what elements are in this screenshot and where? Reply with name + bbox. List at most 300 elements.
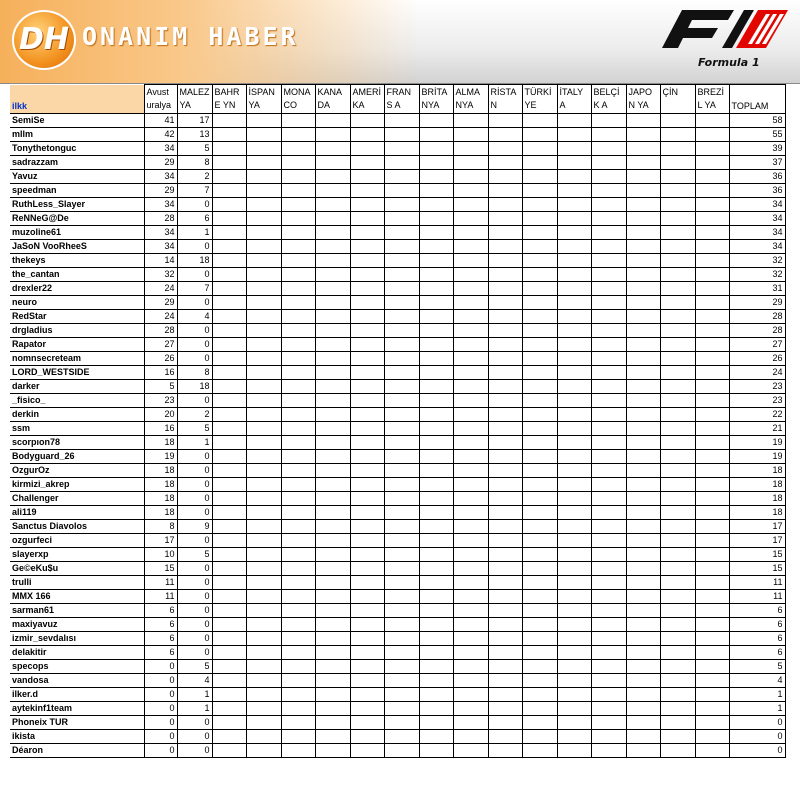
empty-score-cell [281, 352, 315, 366]
empty-score-cell [695, 310, 729, 324]
logo-text: ONANIM HABER [82, 22, 299, 51]
empty-score-cell [522, 688, 557, 702]
empty-score-cell [453, 170, 488, 184]
malezya-score: 0 [177, 394, 212, 408]
empty-score-cell [350, 226, 384, 240]
empty-score-cell [695, 688, 729, 702]
empty-score-cell [246, 310, 281, 324]
player-name: mllm [10, 128, 144, 142]
player-name: kirmizi_akrep [10, 478, 144, 492]
avustralya-score: 34 [144, 226, 177, 240]
empty-score-cell [315, 198, 350, 212]
empty-score-cell [591, 128, 626, 142]
empty-score-cell [315, 506, 350, 520]
malezya-score: 0 [177, 632, 212, 646]
avustralya-score: 11 [144, 576, 177, 590]
empty-score-cell [315, 114, 350, 128]
empty-score-cell [453, 534, 488, 548]
empty-score-cell [350, 730, 384, 744]
empty-score-cell [557, 324, 591, 338]
empty-score-cell [350, 674, 384, 688]
empty-score-cell [212, 380, 246, 394]
empty-score-cell [522, 618, 557, 632]
empty-score-cell [350, 450, 384, 464]
empty-score-cell [660, 660, 695, 674]
empty-score-cell [591, 268, 626, 282]
empty-score-cell [626, 310, 660, 324]
empty-score-cell [350, 716, 384, 730]
malezya-score: 0 [177, 618, 212, 632]
total-score: 19 [729, 450, 785, 464]
empty-score-cell [660, 394, 695, 408]
empty-score-cell [626, 226, 660, 240]
empty-score-cell [419, 352, 453, 366]
player-name: Yavuz [10, 170, 144, 184]
empty-score-cell [281, 366, 315, 380]
empty-score-cell [488, 688, 522, 702]
empty-score-cell [660, 268, 695, 282]
player-name: JaSoN VooRheeS [10, 240, 144, 254]
player-name: vandosa [10, 674, 144, 688]
table-row [10, 534, 785, 548]
empty-score-cell [281, 534, 315, 548]
empty-score-cell [660, 576, 695, 590]
empty-score-cell [453, 590, 488, 604]
empty-score-cell [522, 632, 557, 646]
empty-score-cell [419, 338, 453, 352]
empty-score-cell [246, 618, 281, 632]
empty-score-cell [453, 352, 488, 366]
empty-score-cell [557, 548, 591, 562]
empty-score-cell [557, 660, 591, 674]
empty-score-cell [212, 478, 246, 492]
empty-score-cell [660, 534, 695, 548]
total-score: 18 [729, 506, 785, 520]
table-row [10, 380, 785, 394]
malezya-score: 0 [177, 450, 212, 464]
total-score: 58 [729, 114, 785, 128]
empty-score-cell [212, 324, 246, 338]
empty-score-cell [695, 478, 729, 492]
empty-score-cell [591, 240, 626, 254]
empty-score-cell [315, 240, 350, 254]
empty-score-cell [246, 478, 281, 492]
empty-score-cell [626, 338, 660, 352]
table-row [10, 646, 785, 660]
empty-score-cell [419, 534, 453, 548]
f1-caption: Formula 1 [698, 56, 760, 69]
total-score: 0 [729, 730, 785, 744]
empty-score-cell [626, 142, 660, 156]
empty-score-cell [557, 184, 591, 198]
empty-score-cell [453, 156, 488, 170]
empty-score-cell [246, 520, 281, 534]
empty-score-cell [626, 548, 660, 562]
empty-score-cell [212, 198, 246, 212]
empty-score-cell [315, 282, 350, 296]
empty-score-cell [522, 226, 557, 240]
empty-score-cell [695, 632, 729, 646]
total-score: 0 [729, 744, 785, 758]
empty-score-cell [695, 674, 729, 688]
malezya-score: 1 [177, 436, 212, 450]
empty-score-cell [246, 254, 281, 268]
avustralya-score: 28 [144, 324, 177, 338]
empty-score-cell [384, 464, 419, 478]
empty-score-cell [626, 534, 660, 548]
empty-score-cell [488, 674, 522, 688]
empty-score-cell [488, 226, 522, 240]
empty-score-cell [453, 716, 488, 730]
empty-score-cell [591, 198, 626, 212]
empty-score-cell [315, 142, 350, 156]
empty-score-cell [695, 212, 729, 226]
race-column-header: AMERİ KA [350, 85, 384, 114]
empty-score-cell [315, 646, 350, 660]
malezya-score: 0 [177, 576, 212, 590]
empty-score-cell [591, 674, 626, 688]
empty-score-cell [419, 590, 453, 604]
empty-score-cell [660, 590, 695, 604]
empty-score-cell [350, 324, 384, 338]
empty-score-cell [557, 212, 591, 226]
avustralya-score: 18 [144, 506, 177, 520]
player-name: ozgurfeci [10, 534, 144, 548]
empty-score-cell [626, 562, 660, 576]
empty-score-cell [557, 688, 591, 702]
avustralya-score: 34 [144, 142, 177, 156]
empty-score-cell [281, 548, 315, 562]
empty-score-cell [384, 674, 419, 688]
race-column-header: İSPAN YA [246, 85, 281, 114]
table-row [10, 520, 785, 534]
empty-score-cell [557, 198, 591, 212]
empty-score-cell [384, 366, 419, 380]
empty-score-cell [695, 366, 729, 380]
total-score: 17 [729, 534, 785, 548]
table-row [10, 226, 785, 240]
empty-score-cell [419, 198, 453, 212]
empty-score-cell [522, 436, 557, 450]
empty-score-cell [591, 114, 626, 128]
empty-score-cell [350, 240, 384, 254]
empty-score-cell [212, 534, 246, 548]
avustralya-score: 6 [144, 632, 177, 646]
empty-score-cell [591, 366, 626, 380]
avustralya-score: 29 [144, 184, 177, 198]
avustralya-score: 8 [144, 520, 177, 534]
malezya-score: 8 [177, 366, 212, 380]
empty-score-cell [522, 548, 557, 562]
empty-score-cell [626, 590, 660, 604]
empty-score-cell [384, 618, 419, 632]
empty-score-cell [488, 380, 522, 394]
avustralya-score: 17 [144, 534, 177, 548]
avustralya-score: 0 [144, 674, 177, 688]
total-score: 28 [729, 324, 785, 338]
empty-score-cell [660, 310, 695, 324]
empty-score-cell [246, 674, 281, 688]
empty-score-cell [212, 254, 246, 268]
empty-score-cell [419, 702, 453, 716]
empty-score-cell [453, 268, 488, 282]
empty-score-cell [315, 660, 350, 674]
empty-score-cell [660, 380, 695, 394]
empty-score-cell [315, 268, 350, 282]
empty-score-cell [212, 450, 246, 464]
empty-score-cell [522, 492, 557, 506]
empty-score-cell [453, 366, 488, 380]
race-column-header: TÜRKİ YE [522, 85, 557, 114]
empty-score-cell [350, 520, 384, 534]
empty-score-cell [246, 268, 281, 282]
malezya-score: 0 [177, 478, 212, 492]
empty-score-cell [488, 520, 522, 534]
empty-score-cell [660, 744, 695, 758]
player-name: ReNNeG@De [10, 212, 144, 226]
empty-score-cell [626, 198, 660, 212]
malezya-score: 0 [177, 464, 212, 478]
table-row [10, 450, 785, 464]
page-header [0, 0, 800, 84]
empty-score-cell [695, 408, 729, 422]
empty-score-cell [350, 156, 384, 170]
empty-score-cell [695, 562, 729, 576]
malezya-score: 4 [177, 310, 212, 324]
player-name: MMX 166 [10, 590, 144, 604]
player-name: delakitir [10, 646, 144, 660]
malezya-score: 18 [177, 254, 212, 268]
empty-score-cell [384, 114, 419, 128]
empty-score-cell [315, 688, 350, 702]
logo-badge: DH [12, 10, 76, 70]
empty-score-cell [522, 478, 557, 492]
empty-score-cell [522, 674, 557, 688]
empty-score-cell [281, 156, 315, 170]
malezya-score: 7 [177, 282, 212, 296]
empty-score-cell [626, 492, 660, 506]
empty-score-cell [557, 296, 591, 310]
avustralya-score: 18 [144, 436, 177, 450]
empty-score-cell [660, 632, 695, 646]
empty-score-cell [591, 646, 626, 660]
table-row [10, 282, 785, 296]
player-name: ikista [10, 730, 144, 744]
table-row [10, 576, 785, 590]
player-name: Phoneix TUR [10, 716, 144, 730]
empty-score-cell [488, 646, 522, 660]
empty-score-cell [419, 282, 453, 296]
empty-score-cell [660, 730, 695, 744]
table-row [10, 254, 785, 268]
player-name: Challenger [10, 492, 144, 506]
malezya-score: 0 [177, 744, 212, 758]
player-name: ssm [10, 422, 144, 436]
empty-score-cell [281, 338, 315, 352]
table-row [10, 674, 785, 688]
empty-score-cell [488, 338, 522, 352]
total-score: 34 [729, 226, 785, 240]
empty-score-cell [315, 478, 350, 492]
header-row [10, 85, 785, 114]
empty-score-cell [591, 352, 626, 366]
empty-score-cell [384, 604, 419, 618]
standings-table [10, 84, 786, 758]
empty-score-cell [453, 604, 488, 618]
total-score: 29 [729, 296, 785, 310]
site-logo[interactable] [0, 0, 420, 84]
empty-score-cell [212, 674, 246, 688]
table-row [10, 212, 785, 226]
avustralya-score: 0 [144, 660, 177, 674]
empty-score-cell [350, 310, 384, 324]
empty-score-cell [453, 688, 488, 702]
malezya-score: 5 [177, 422, 212, 436]
empty-score-cell [384, 296, 419, 310]
avustralya-score: 16 [144, 366, 177, 380]
empty-score-cell [557, 338, 591, 352]
formula1-logo [652, 4, 792, 76]
avustralya-score: 26 [144, 352, 177, 366]
empty-score-cell [660, 646, 695, 660]
empty-score-cell [419, 646, 453, 660]
empty-score-cell [419, 450, 453, 464]
empty-score-cell [626, 632, 660, 646]
empty-score-cell [212, 352, 246, 366]
empty-score-cell [557, 408, 591, 422]
empty-score-cell [695, 590, 729, 604]
player-name: darker [10, 380, 144, 394]
empty-score-cell [419, 128, 453, 142]
empty-score-cell [695, 240, 729, 254]
empty-score-cell [315, 632, 350, 646]
player-name: neuro [10, 296, 144, 310]
empty-score-cell [384, 156, 419, 170]
empty-score-cell [695, 744, 729, 758]
total-score: 6 [729, 646, 785, 660]
empty-score-cell [591, 170, 626, 184]
player-name: trulli [10, 576, 144, 590]
empty-score-cell [453, 338, 488, 352]
player-name: derkin [10, 408, 144, 422]
empty-score-cell [695, 380, 729, 394]
empty-score-cell [453, 464, 488, 478]
empty-score-cell [315, 352, 350, 366]
empty-score-cell [660, 618, 695, 632]
empty-score-cell [419, 506, 453, 520]
empty-score-cell [315, 324, 350, 338]
race-column-header: Avust uralya [144, 85, 177, 114]
total-score: 6 [729, 604, 785, 618]
empty-score-cell [522, 114, 557, 128]
empty-score-cell [212, 548, 246, 562]
empty-score-cell [488, 702, 522, 716]
empty-score-cell [557, 436, 591, 450]
empty-score-cell [522, 212, 557, 226]
empty-score-cell [522, 394, 557, 408]
empty-score-cell [212, 492, 246, 506]
total-score: 24 [729, 366, 785, 380]
empty-score-cell [591, 576, 626, 590]
empty-score-cell [384, 184, 419, 198]
table-row [10, 618, 785, 632]
empty-score-cell [350, 478, 384, 492]
empty-score-cell [695, 520, 729, 534]
total-score: 34 [729, 212, 785, 226]
empty-score-cell [419, 618, 453, 632]
empty-score-cell [557, 366, 591, 380]
empty-score-cell [281, 562, 315, 576]
empty-score-cell [246, 590, 281, 604]
empty-score-cell [626, 408, 660, 422]
avustralya-score: 6 [144, 618, 177, 632]
empty-score-cell [695, 422, 729, 436]
empty-score-cell [281, 114, 315, 128]
table-body [10, 114, 785, 758]
empty-score-cell [246, 296, 281, 310]
empty-score-cell [419, 380, 453, 394]
empty-score-cell [660, 114, 695, 128]
empty-score-cell [384, 198, 419, 212]
empty-score-cell [557, 128, 591, 142]
empty-score-cell [384, 450, 419, 464]
empty-score-cell [384, 730, 419, 744]
empty-score-cell [315, 408, 350, 422]
empty-score-cell [350, 128, 384, 142]
empty-score-cell [281, 520, 315, 534]
empty-score-cell [212, 240, 246, 254]
empty-score-cell [384, 422, 419, 436]
table-row [10, 142, 785, 156]
empty-score-cell [212, 156, 246, 170]
empty-score-cell [522, 170, 557, 184]
empty-score-cell [315, 562, 350, 576]
empty-score-cell [246, 142, 281, 156]
race-column-header: BELÇİK A [591, 85, 626, 114]
player-name: OzgurOz [10, 464, 144, 478]
empty-score-cell [660, 212, 695, 226]
empty-score-cell [453, 506, 488, 520]
name-column-header: ilkk [10, 85, 144, 114]
malezya-score: 0 [177, 590, 212, 604]
total-score: 1 [729, 688, 785, 702]
avustralya-score: 6 [144, 604, 177, 618]
empty-score-cell [212, 590, 246, 604]
empty-score-cell [695, 198, 729, 212]
table-row [10, 184, 785, 198]
empty-score-cell [281, 450, 315, 464]
empty-score-cell [557, 618, 591, 632]
avustralya-score: 42 [144, 128, 177, 142]
empty-score-cell [522, 324, 557, 338]
empty-score-cell [212, 170, 246, 184]
empty-score-cell [660, 338, 695, 352]
empty-score-cell [591, 520, 626, 534]
empty-score-cell [350, 506, 384, 520]
empty-score-cell [350, 660, 384, 674]
empty-score-cell [281, 212, 315, 226]
empty-score-cell [626, 464, 660, 478]
avustralya-score: 24 [144, 282, 177, 296]
avustralya-score: 15 [144, 562, 177, 576]
race-column-header: ÇİN [660, 85, 695, 114]
empty-score-cell [419, 688, 453, 702]
empty-score-cell [660, 604, 695, 618]
empty-score-cell [419, 520, 453, 534]
total-score: 28 [729, 310, 785, 324]
malezya-score: 1 [177, 702, 212, 716]
malezya-score: 0 [177, 562, 212, 576]
